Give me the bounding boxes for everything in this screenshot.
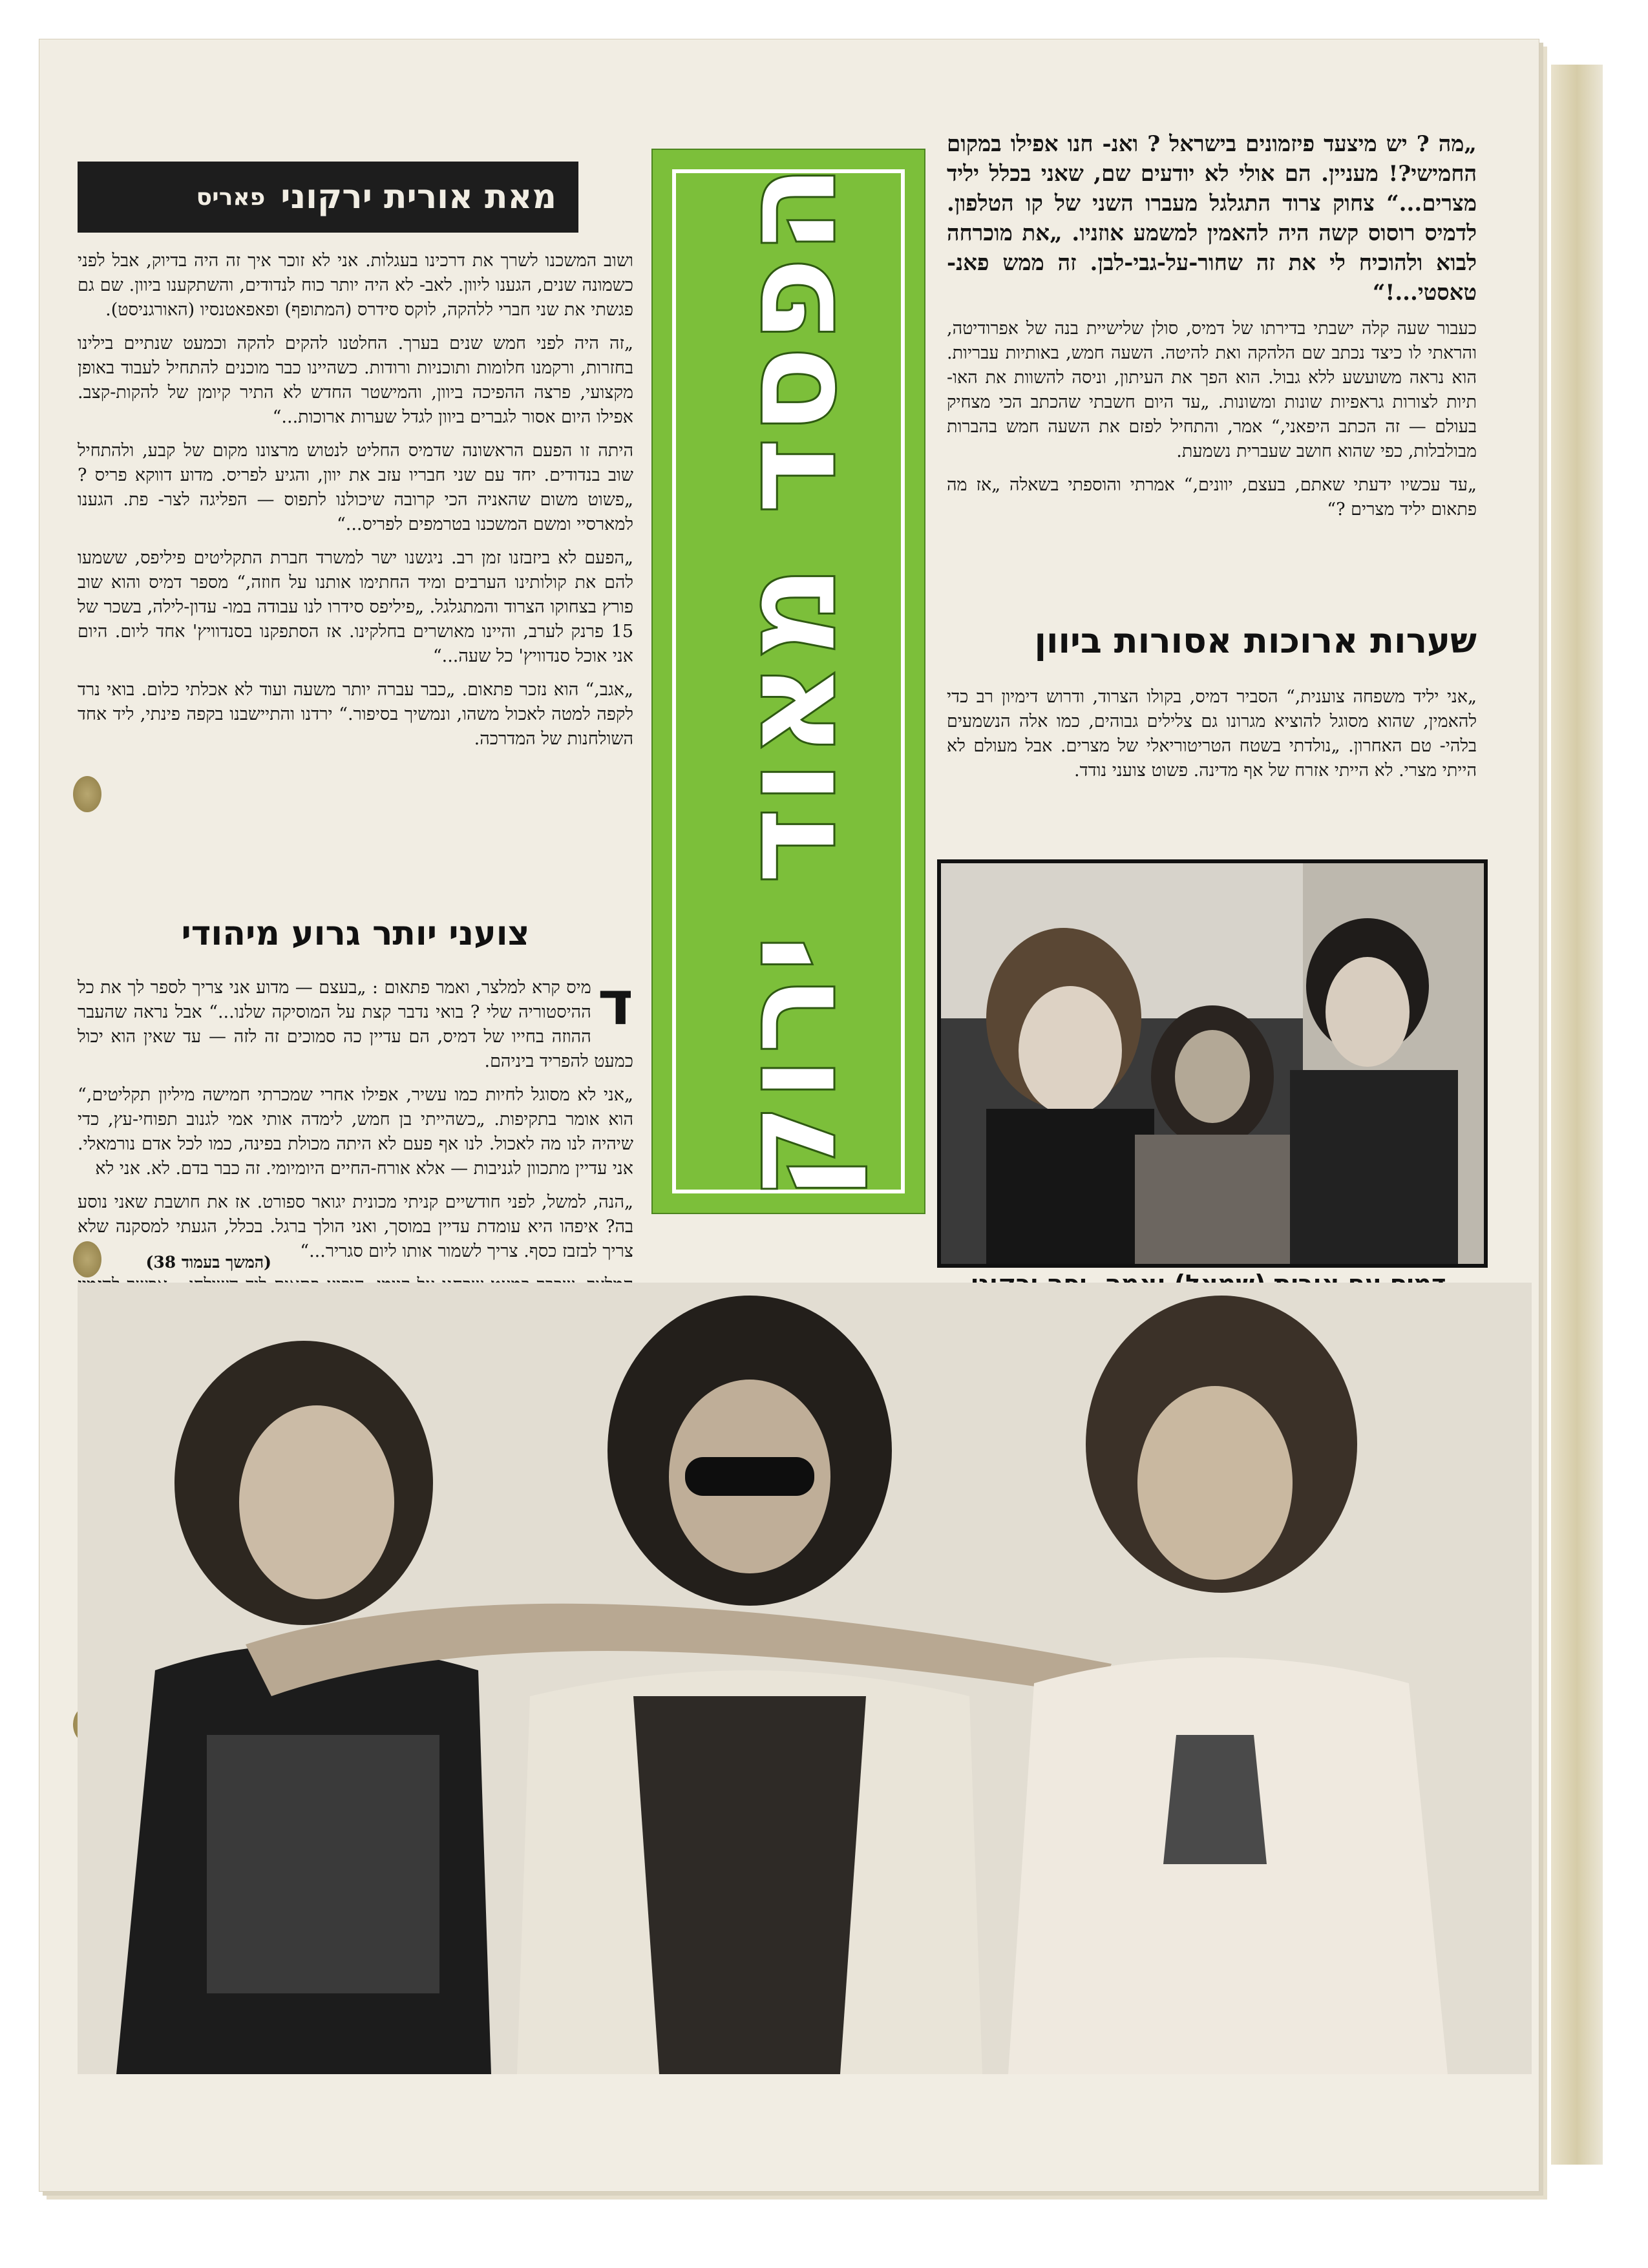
left-subhead: צועני יותר גרוע מיהודי — [181, 914, 530, 953]
right-section — [947, 685, 1477, 792]
left-column — [78, 249, 633, 761]
left-paragraph-3: היתה זו הפעם הראשונה שדמיס החליט לנטוש מרצונו מקום של קבע, ולהתחיל שוב בנדודים. יחד עם שני חבריו עזב את יוון, והגיע לפריס. מדוע דווקא פריס ? „פשוט משום שהאניה הכי קרובה שיכולנו לתפוס — הפליגה לצר- פת. הגענו למארסיי ומשם המשכנו בטרמפים לפריס...“ — [78, 441, 633, 534]
right-section-paragraph: „אני יליד משפחה צוענית,“ הסביר דמיס, בקולו הצרוד, ודרוש דימיון רב כדי להאמין, שהוא מסוגל להוציא מגרונו גם צלילים גבוהים, כמו אלה הנשמעים בלהי- טם האחרון. „נולדתי בשטח הטריטוריאלי של מצרים. אבל מעולם לא הייתי מצרי. לא הייתי אזרח של אף מדינה. פשוט צועני נודד. — [947, 687, 1477, 781]
left-paragraph-4: „הפעם לא ביזבזנו זמן רב. ניגשנו ישר למשרד חברת התקליטים פיליפס, ששמעו להם את קולותינו הערבים ומיד החתימו אותנו על חוזה,“ מספר דמיס והוא שוב פורץ בצחוקו הצרוד והמתגלגל. „פיליפס סידרו לנו עבודה במו- עדון-לילה, בשכר של 15 פרנק לערב, והיינו מאושרים בחלקינו. אז הסתפקנו בסנדוויץ' אחד ליום. היום אני אוכל סנדוויץ' כל שעה...“ — [78, 548, 633, 666]
byline-bar — [78, 162, 578, 233]
right-intro-1: „מה ? יש מיצעד פיזמונים בישראל ? ואנ- חנו אפילו במקום החמישי?! מעניין. הם אולי לא יודעים שם, שאני בכלל יליד מצרים...“ צחוק צרוד התגלגל מעברו השני של קו הטלפון. לדמיס רוסוס קשה היה להאמין למשמע אוזניו. „את מוכרחה לבוא ולהוכיח לי את זה שחור-על-גבי-לבן. זה ממש פאנ- טאסטי...!“ — [947, 131, 1477, 306]
left-column-section — [78, 969, 633, 1270]
right-column — [947, 129, 1477, 531]
right-intro-2: כעבור שעה קלה ישבתי בדירתו של דמיס, סולן שלישיית בנה של אפרודיטה, והראתי לו כיצד נכתב שם הלהקה ואת להיטה. השעה חמש, באותיות עבריות. הוא נראה משועשע ללא גבול. הוא הפך את העיתון, וניסה להשוות את האו- תיות לצורות גראפיות שונות ומשונות. „עד היום חשבתי שהכתב הכי מצחיק בעולם — זה הכתב היפאני,“ אמר, והתחיל לפזם את השעה חמש בהברות מבולבלות, כפי שהוא חושב שעברית נשמעת. — [947, 319, 1477, 461]
headline: הפסד מאוד ירוק — [711, 162, 866, 1201]
left-section-paragraph-2: „אני לא מסוגל לחיות כמו עשיר, אפילו אחרי שמכרתי חמישה מיליון תקליטים,“ הוא אומר בתקיפות. „כשהייתי בן חמש, לימדה אותי אמי לגנוב תפוחי-עץ, כדי שיהיה לנו מה לאכול. לנו אף פעם לא היתה מכולת בפינה, כמו לכל אדם נורמאלי. אני עדיין מתכוון לגניבות — אלא אורח-החיים היומיומי. זה כבר בדם. לא. אני לא — [78, 1085, 633, 1179]
continued-note: (המשך בעמוד 38) — [145, 1253, 271, 1272]
left-paragraph-5: „אגב,“ הוא נזכר פתאום. „כבר עברה יותר משעה ועוד לא אכלתי כלום. בואי נרד לקפה למטה לאכול משהו, ונמשיך בסיפור.“ ירדנו והתיישבנו בקפה פינתי, ליד אחד השולחנות של המדרכה. — [78, 680, 633, 749]
left-section-paragraph-3: „הנה, למשל, לפני חודשיים קניתי מכונית יגואר ספורט. אז את חושבת שאני נוסע בה? איפהו היא עומדת עדיין במוסך, ואני הולך ברגל. בכלל, הגעתי למסקנה שלא צריך לבזבז כסף. צריך לשמור אותו ליום סגריר...“ — [78, 1192, 633, 1261]
right-subhead: שערות ארוכות אסורות ביוון — [1034, 620, 1477, 661]
right-intro-3: „עד עכשיו ידעתי שאתם, בעצם, יוונים,“ אמרתי והוספתי בשאלה „אז מה פתאום יליד מצרים ?“ — [947, 475, 1477, 520]
group-photo — [937, 859, 1488, 1268]
page-edge-stack — [1551, 65, 1603, 2165]
left-section-paragraph-1: ד מיס קרא למלצר, ואמר פתאום : „בעצם — מדוע אני צריך לספר לך את כל ההיסטוריה שלי ? בואי נדבר קצת על המוסיקה שלנו...“ אבל נראה שהעבר ההוזה בחייו של דמיס, הם עדיין כה סמוכים זה לזה — עד שאין הוא יכול כמעט להפריד ביניהם. — [78, 969, 633, 1071]
byline-city: פאריס — [196, 184, 266, 211]
band-photo-illustration — [78, 1283, 1532, 2074]
byline-author: מאת אורית ירקוני — [280, 178, 556, 216]
binder-hole — [73, 776, 101, 812]
dropcap: ד — [597, 969, 633, 1039]
group-photo-illustration — [941, 863, 1484, 1264]
left-paragraph-2: „זה היה לפני חמש שנים בערך. החלטנו להקים להקה וכמעט שנתיים בילינו בחזרות, ורקמנו חלומות ותוכניות ורודות. כשהיינו כבר מוכנים להתחיל לעבוד באופן מקצועי, פרצה ההפיכה ביוון, והמישטר החדש לא התיר קיומן של להקות-קצב. אפילו היום אסור לגברים ביוון לגדל שערות ארוכות...“ — [78, 333, 633, 427]
band-photo — [78, 1283, 1532, 2074]
headline-band — [653, 150, 924, 1213]
left-paragraph-1: ושוב המשכנו לשרך את דרכינו בעגלות. אני לא זוכר איך זה היה בדיוק, אבל לפני כשמונה שנים, הגענו ליוון. לאב- לא היה יותר כוח לנדודים, והשתקענו ביוון. שם גם פגשתי את שני חברי ללהקה, לוקס סידרס (המתופף) ופאפאטנסיו (האורגניסט). — [78, 251, 633, 320]
